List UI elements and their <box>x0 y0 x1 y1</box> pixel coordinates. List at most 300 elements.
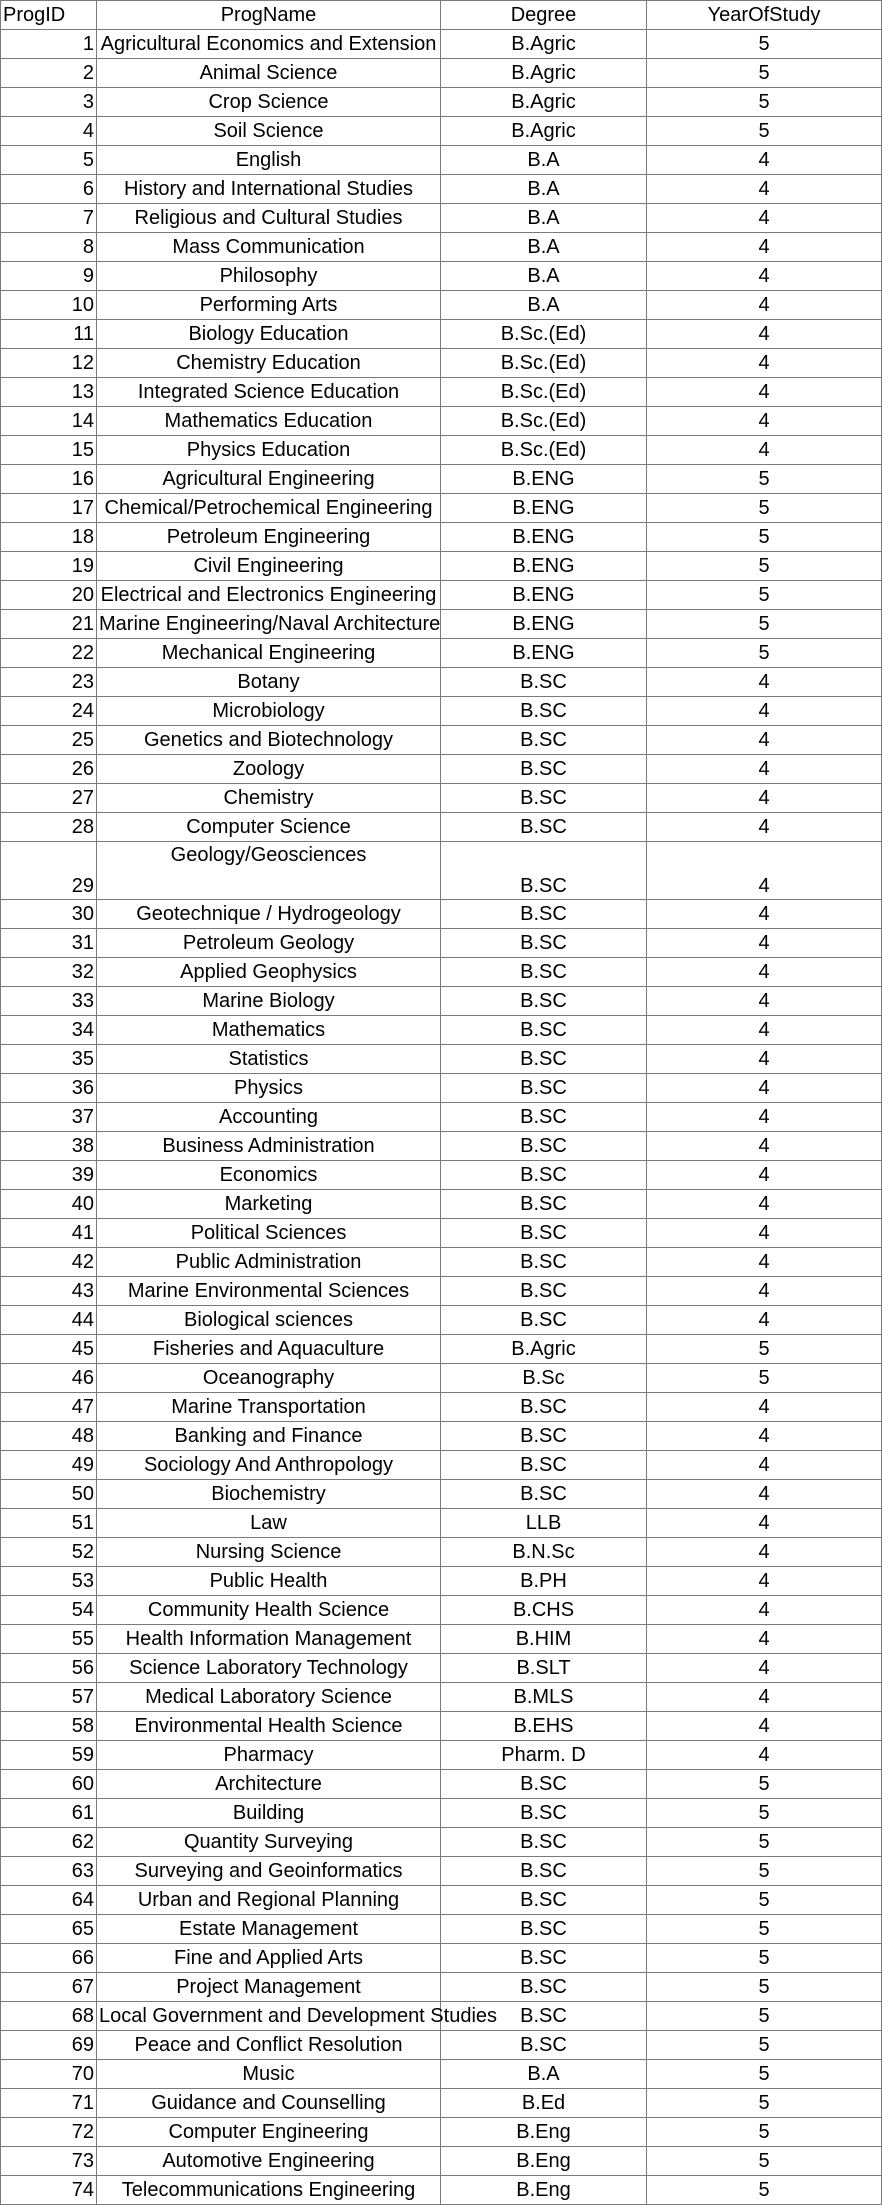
progid-cell[interactable]: 12 <box>1 349 97 378</box>
progname-cell[interactable]: Philosophy <box>97 262 441 291</box>
yearofstudy-cell[interactable]: 4 <box>647 175 882 204</box>
yearofstudy-cell[interactable]: 4 <box>647 755 882 784</box>
degree-cell[interactable]: B.SC <box>441 1944 647 1973</box>
progname-cell[interactable]: Business Administration <box>97 1132 441 1161</box>
yearofstudy-cell[interactable]: 5 <box>647 117 882 146</box>
degree-cell[interactable]: B.SC <box>441 1190 647 1219</box>
degree-cell[interactable]: B.SC <box>441 1161 647 1190</box>
progname-cell[interactable]: Health Information Management <box>97 1625 441 1654</box>
progname-cell[interactable]: Telecommunications Engineering <box>97 2176 441 2205</box>
yearofstudy-cell[interactable]: 5 <box>647 1799 882 1828</box>
degree-cell[interactable]: B.Sc.(Ed) <box>441 349 647 378</box>
degree-cell[interactable]: B.A <box>441 262 647 291</box>
progname-cell[interactable]: Guidance and Counselling <box>97 2089 441 2118</box>
progname-cell[interactable]: Chemistry Education <box>97 349 441 378</box>
progname-cell[interactable]: Genetics and Biotechnology <box>97 726 441 755</box>
progid-cell[interactable]: 19 <box>1 552 97 581</box>
yearofstudy-cell[interactable]: 4 <box>647 1103 882 1132</box>
progname-cell[interactable]: Political Sciences <box>97 1219 441 1248</box>
yearofstudy-cell[interactable]: 5 <box>647 639 882 668</box>
degree-cell[interactable]: B.A <box>441 204 647 233</box>
yearofstudy-cell[interactable]: 4 <box>647 1480 882 1509</box>
progname-cell[interactable]: Nursing Science <box>97 1538 441 1567</box>
yearofstudy-cell[interactable]: 4 <box>647 1277 882 1306</box>
yearofstudy-cell[interactable]: 4 <box>647 378 882 407</box>
progid-cell[interactable]: 2 <box>1 59 97 88</box>
progname-cell[interactable]: Local Government and Development Studies <box>97 2002 441 2031</box>
degree-cell[interactable]: B.A <box>441 146 647 175</box>
yearofstudy-cell[interactable]: 5 <box>647 1364 882 1393</box>
progname-cell[interactable]: Religious and Cultural Studies <box>97 204 441 233</box>
yearofstudy-cell[interactable]: 4 <box>647 320 882 349</box>
degree-cell[interactable]: B.SC <box>441 1219 647 1248</box>
progid-cell[interactable]: 35 <box>1 1045 97 1074</box>
progname-cell[interactable]: Mathematics <box>97 1016 441 1045</box>
progname-cell[interactable]: Environmental Health Science <box>97 1712 441 1741</box>
yearofstudy-cell[interactable]: 4 <box>647 1190 882 1219</box>
progid-cell[interactable]: 17 <box>1 494 97 523</box>
degree-cell[interactable]: B.SC <box>441 1799 647 1828</box>
yearofstudy-cell[interactable]: 5 <box>647 610 882 639</box>
yearofstudy-cell[interactable]: 5 <box>647 2147 882 2176</box>
progname-cell[interactable]: Soil Science <box>97 117 441 146</box>
progname-cell[interactable]: Animal Science <box>97 59 441 88</box>
yearofstudy-cell[interactable]: 5 <box>647 59 882 88</box>
progid-cell[interactable]: 18 <box>1 523 97 552</box>
degree-cell[interactable]: B.SC <box>441 1973 647 2002</box>
progid-cell[interactable]: 54 <box>1 1596 97 1625</box>
yearofstudy-cell[interactable]: 4 <box>647 1567 882 1596</box>
degree-cell[interactable]: B.Agric <box>441 117 647 146</box>
progname-cell[interactable]: Medical Laboratory Science <box>97 1683 441 1712</box>
progid-cell[interactable]: 56 <box>1 1654 97 1683</box>
progid-cell[interactable]: 60 <box>1 1770 97 1799</box>
yearofstudy-cell[interactable]: 5 <box>647 2118 882 2147</box>
progname-cell[interactable]: History and International Studies <box>97 175 441 204</box>
yearofstudy-cell[interactable]: 4 <box>647 1451 882 1480</box>
progname-cell[interactable]: Geology/Geosciences <box>97 842 441 900</box>
header-cell-progid[interactable]: ProgID <box>1 1 97 30</box>
degree-cell[interactable]: B.SC <box>441 1828 647 1857</box>
progname-cell[interactable]: Pharmacy <box>97 1741 441 1770</box>
yearofstudy-cell[interactable]: 4 <box>647 784 882 813</box>
yearofstudy-cell[interactable]: 4 <box>647 204 882 233</box>
progname-cell[interactable]: Agricultural Economics and Extension <box>97 30 441 59</box>
yearofstudy-cell[interactable]: 5 <box>647 2002 882 2031</box>
progid-cell[interactable]: 47 <box>1 1393 97 1422</box>
progid-cell[interactable]: 38 <box>1 1132 97 1161</box>
degree-cell[interactable]: B.SC <box>441 755 647 784</box>
degree-cell[interactable]: B.SC <box>441 987 647 1016</box>
progname-cell[interactable]: Sociology And Anthropology <box>97 1451 441 1480</box>
degree-cell[interactable]: B.ENG <box>441 494 647 523</box>
progid-cell[interactable]: 13 <box>1 378 97 407</box>
yearofstudy-cell[interactable]: 5 <box>647 523 882 552</box>
progid-cell[interactable]: 26 <box>1 755 97 784</box>
yearofstudy-cell[interactable]: 4 <box>647 1393 882 1422</box>
progid-cell[interactable]: 65 <box>1 1915 97 1944</box>
progname-cell[interactable]: Chemical/Petrochemical Engineering <box>97 494 441 523</box>
yearofstudy-cell[interactable]: 4 <box>647 697 882 726</box>
yearofstudy-cell[interactable]: 4 <box>647 1074 882 1103</box>
progname-cell[interactable]: Biological sciences <box>97 1306 441 1335</box>
progname-cell[interactable]: Statistics <box>97 1045 441 1074</box>
yearofstudy-cell[interactable]: 5 <box>647 2031 882 2060</box>
degree-cell[interactable]: B.SC <box>441 1248 647 1277</box>
degree-cell[interactable]: Pharm. D <box>441 1741 647 1770</box>
yearofstudy-cell[interactable]: 4 <box>647 929 882 958</box>
yearofstudy-cell[interactable]: 5 <box>647 1973 882 2002</box>
progid-cell[interactable]: 45 <box>1 1335 97 1364</box>
progname-cell[interactable]: Urban and Regional Planning <box>97 1886 441 1915</box>
yearofstudy-cell[interactable]: 5 <box>647 2089 882 2118</box>
yearofstudy-cell[interactable]: 4 <box>647 958 882 987</box>
progname-cell[interactable]: Electrical and Electronics Engineering <box>97 581 441 610</box>
yearofstudy-cell[interactable]: 5 <box>647 581 882 610</box>
progname-cell[interactable]: Project Management <box>97 1973 441 2002</box>
header-cell-progname[interactable]: ProgName <box>97 1 441 30</box>
progname-cell[interactable]: Microbiology <box>97 697 441 726</box>
degree-cell[interactable]: B.A <box>441 175 647 204</box>
yearofstudy-cell[interactable]: 4 <box>647 668 882 697</box>
progname-cell[interactable]: Building <box>97 1799 441 1828</box>
yearofstudy-cell[interactable]: 4 <box>647 1741 882 1770</box>
degree-cell[interactable]: B.MLS <box>441 1683 647 1712</box>
progname-cell[interactable]: Estate Management <box>97 1915 441 1944</box>
progname-cell[interactable]: Physics Education <box>97 436 441 465</box>
yearofstudy-cell[interactable]: 4 <box>647 726 882 755</box>
degree-cell[interactable]: B.Sc.(Ed) <box>441 407 647 436</box>
progname-cell[interactable]: Oceanography <box>97 1364 441 1393</box>
degree-cell[interactable]: B.Agric <box>441 1335 647 1364</box>
progname-cell[interactable]: Community Health Science <box>97 1596 441 1625</box>
progname-cell[interactable]: Crop Science <box>97 88 441 117</box>
progid-cell[interactable]: 57 <box>1 1683 97 1712</box>
yearofstudy-cell[interactable]: 5 <box>647 1335 882 1364</box>
progname-cell[interactable]: Marine Engineering/Naval Architecture <box>97 610 441 639</box>
yearofstudy-cell[interactable]: 4 <box>647 1161 882 1190</box>
progid-cell[interactable]: 71 <box>1 2089 97 2118</box>
degree-cell[interactable]: B.Sc.(Ed) <box>441 436 647 465</box>
progname-cell[interactable]: Law <box>97 1509 441 1538</box>
progid-cell[interactable]: 29 <box>1 842 97 900</box>
degree-cell[interactable]: B.SC <box>441 813 647 842</box>
yearofstudy-cell[interactable]: 5 <box>647 552 882 581</box>
progname-cell[interactable]: Petroleum Geology <box>97 929 441 958</box>
degree-cell[interactable]: B.SC <box>441 1016 647 1045</box>
degree-cell[interactable]: B.SC <box>441 2002 647 2031</box>
degree-cell[interactable]: B.SC <box>441 1132 647 1161</box>
degree-cell[interactable]: B.Agric <box>441 30 647 59</box>
degree-cell[interactable]: B.SC <box>441 1886 647 1915</box>
progname-cell[interactable]: Fisheries and Aquaculture <box>97 1335 441 1364</box>
progid-cell[interactable]: 36 <box>1 1074 97 1103</box>
progname-cell[interactable]: Quantity Surveying <box>97 1828 441 1857</box>
progid-cell[interactable]: 67 <box>1 1973 97 2002</box>
progid-cell[interactable]: 64 <box>1 1886 97 1915</box>
degree-cell[interactable]: B.SC <box>441 958 647 987</box>
progname-cell[interactable]: Banking and Finance <box>97 1422 441 1451</box>
progid-cell[interactable]: 68 <box>1 2002 97 2031</box>
progid-cell[interactable]: 15 <box>1 436 97 465</box>
yearofstudy-cell[interactable]: 5 <box>647 465 882 494</box>
yearofstudy-cell[interactable]: 4 <box>647 291 882 320</box>
yearofstudy-cell[interactable]: 5 <box>647 1770 882 1799</box>
progid-cell[interactable]: 73 <box>1 2147 97 2176</box>
progid-cell[interactable]: 52 <box>1 1538 97 1567</box>
degree-cell[interactable]: B.ENG <box>441 552 647 581</box>
degree-cell[interactable]: B.SC <box>441 2031 647 2060</box>
degree-cell[interactable]: B.A <box>441 233 647 262</box>
yearofstudy-cell[interactable]: 4 <box>647 1538 882 1567</box>
yearofstudy-cell[interactable]: 4 <box>647 987 882 1016</box>
degree-cell[interactable]: B.Sc <box>441 1364 647 1393</box>
header-cell-yearofstudy[interactable]: YearOfStudy <box>647 1 882 30</box>
progid-cell[interactable]: 37 <box>1 1103 97 1132</box>
yearofstudy-cell[interactable]: 5 <box>647 30 882 59</box>
progid-cell[interactable]: 11 <box>1 320 97 349</box>
progname-cell[interactable]: Architecture <box>97 1770 441 1799</box>
yearofstudy-cell[interactable]: 4 <box>647 842 882 900</box>
degree-cell[interactable]: B.Eng <box>441 2176 647 2205</box>
degree-cell[interactable]: B.SC <box>441 1074 647 1103</box>
progname-cell[interactable]: Automotive Engineering <box>97 2147 441 2176</box>
yearofstudy-cell[interactable]: 4 <box>647 436 882 465</box>
progid-cell[interactable]: 66 <box>1 1944 97 1973</box>
progname-cell[interactable]: Marine Biology <box>97 987 441 1016</box>
progid-cell[interactable]: 55 <box>1 1625 97 1654</box>
progid-cell[interactable]: 33 <box>1 987 97 1016</box>
progid-cell[interactable]: 50 <box>1 1480 97 1509</box>
yearofstudy-cell[interactable]: 4 <box>647 1248 882 1277</box>
progname-cell[interactable]: Petroleum Engineering <box>97 523 441 552</box>
yearofstudy-cell[interactable]: 4 <box>647 146 882 175</box>
progid-cell[interactable]: 6 <box>1 175 97 204</box>
yearofstudy-cell[interactable]: 4 <box>647 1219 882 1248</box>
degree-cell[interactable]: B.SC <box>441 1915 647 1944</box>
yearofstudy-cell[interactable]: 5 <box>647 88 882 117</box>
progname-cell[interactable]: Mass Communication <box>97 233 441 262</box>
progid-cell[interactable]: 48 <box>1 1422 97 1451</box>
yearofstudy-cell[interactable]: 4 <box>647 1509 882 1538</box>
progid-cell[interactable]: 16 <box>1 465 97 494</box>
progid-cell[interactable]: 3 <box>1 88 97 117</box>
yearofstudy-cell[interactable]: 4 <box>647 1132 882 1161</box>
progname-cell[interactable]: Integrated Science Education <box>97 378 441 407</box>
progid-cell[interactable]: 10 <box>1 291 97 320</box>
degree-cell[interactable]: B.CHS <box>441 1596 647 1625</box>
progid-cell[interactable]: 63 <box>1 1857 97 1886</box>
progid-cell[interactable]: 30 <box>1 900 97 929</box>
progname-cell[interactable]: Economics <box>97 1161 441 1190</box>
progid-cell[interactable]: 49 <box>1 1451 97 1480</box>
degree-cell[interactable]: B.PH <box>441 1567 647 1596</box>
progid-cell[interactable]: 69 <box>1 2031 97 2060</box>
degree-cell[interactable]: B.SC <box>441 1857 647 1886</box>
progid-cell[interactable]: 72 <box>1 2118 97 2147</box>
degree-cell[interactable]: B.SC <box>441 842 647 900</box>
yearofstudy-cell[interactable]: 4 <box>647 1306 882 1335</box>
yearofstudy-cell[interactable]: 4 <box>647 349 882 378</box>
progname-cell[interactable]: Marine Transportation <box>97 1393 441 1422</box>
degree-cell[interactable]: B.SC <box>441 900 647 929</box>
degree-cell[interactable]: B.A <box>441 291 647 320</box>
progname-cell[interactable]: Computer Engineering <box>97 2118 441 2147</box>
degree-cell[interactable]: B.SLT <box>441 1654 647 1683</box>
degree-cell[interactable]: B.SC <box>441 1306 647 1335</box>
degree-cell[interactable]: B.SC <box>441 1770 647 1799</box>
degree-cell[interactable]: B.Eng <box>441 2147 647 2176</box>
degree-cell[interactable]: B.ENG <box>441 639 647 668</box>
progid-cell[interactable]: 20 <box>1 581 97 610</box>
degree-cell[interactable]: B.SC <box>441 1277 647 1306</box>
degree-cell[interactable]: B.SC <box>441 697 647 726</box>
progname-cell[interactable]: Mathematics Education <box>97 407 441 436</box>
progname-cell[interactable]: Accounting <box>97 1103 441 1132</box>
progid-cell[interactable]: 27 <box>1 784 97 813</box>
progid-cell[interactable]: 25 <box>1 726 97 755</box>
progname-cell[interactable]: Botany <box>97 668 441 697</box>
progname-cell[interactable]: Applied Geophysics <box>97 958 441 987</box>
progname-cell[interactable]: Fine and Applied Arts <box>97 1944 441 1973</box>
yearofstudy-cell[interactable]: 4 <box>647 1016 882 1045</box>
progname-cell[interactable]: Mechanical Engineering <box>97 639 441 668</box>
progid-cell[interactable]: 59 <box>1 1741 97 1770</box>
progname-cell[interactable]: Civil Engineering <box>97 552 441 581</box>
degree-cell[interactable]: B.A <box>441 2060 647 2089</box>
degree-cell[interactable]: B.HIM <box>441 1625 647 1654</box>
progname-cell[interactable]: Surveying and Geoinformatics <box>97 1857 441 1886</box>
progname-cell[interactable]: Peace and Conflict Resolution <box>97 2031 441 2060</box>
progid-cell[interactable]: 22 <box>1 639 97 668</box>
degree-cell[interactable]: B.SC <box>441 1045 647 1074</box>
progid-cell[interactable]: 61 <box>1 1799 97 1828</box>
degree-cell[interactable]: LLB <box>441 1509 647 1538</box>
progid-cell[interactable]: 53 <box>1 1567 97 1596</box>
progname-cell[interactable]: Music <box>97 2060 441 2089</box>
progid-cell[interactable]: 62 <box>1 1828 97 1857</box>
degree-cell[interactable]: B.ENG <box>441 523 647 552</box>
progid-cell[interactable]: 24 <box>1 697 97 726</box>
progid-cell[interactable]: 43 <box>1 1277 97 1306</box>
progname-cell[interactable]: Marine Environmental Sciences <box>97 1277 441 1306</box>
degree-cell[interactable]: B.N.Sc <box>441 1538 647 1567</box>
progid-cell[interactable]: 42 <box>1 1248 97 1277</box>
progname-cell[interactable]: Zoology <box>97 755 441 784</box>
progid-cell[interactable]: 23 <box>1 668 97 697</box>
yearofstudy-cell[interactable]: 4 <box>647 1654 882 1683</box>
yearofstudy-cell[interactable]: 5 <box>647 1944 882 1973</box>
yearofstudy-cell[interactable]: 5 <box>647 1915 882 1944</box>
progid-cell[interactable]: 44 <box>1 1306 97 1335</box>
progname-cell[interactable]: Physics <box>97 1074 441 1103</box>
progname-cell[interactable]: English <box>97 146 441 175</box>
progid-cell[interactable]: 21 <box>1 610 97 639</box>
yearofstudy-cell[interactable]: 4 <box>647 900 882 929</box>
yearofstudy-cell[interactable]: 4 <box>647 813 882 842</box>
degree-cell[interactable]: B.ENG <box>441 465 647 494</box>
yearofstudy-cell[interactable]: 4 <box>647 262 882 291</box>
progid-cell[interactable]: 46 <box>1 1364 97 1393</box>
degree-cell[interactable]: B.SC <box>441 1422 647 1451</box>
degree-cell[interactable]: B.SC <box>441 929 647 958</box>
progname-cell[interactable]: Public Health <box>97 1567 441 1596</box>
progid-cell[interactable]: 7 <box>1 204 97 233</box>
progname-cell[interactable]: Science Laboratory Technology <box>97 1654 441 1683</box>
progid-cell[interactable]: 9 <box>1 262 97 291</box>
yearofstudy-cell[interactable]: 4 <box>647 1422 882 1451</box>
yearofstudy-cell[interactable]: 4 <box>647 1045 882 1074</box>
degree-cell[interactable]: B.SC <box>441 1103 647 1132</box>
progname-cell[interactable]: Geotechnique / Hydrogeology <box>97 900 441 929</box>
progid-cell[interactable]: 14 <box>1 407 97 436</box>
progid-cell[interactable]: 8 <box>1 233 97 262</box>
degree-cell[interactable]: B.ENG <box>441 581 647 610</box>
progid-cell[interactable]: 70 <box>1 2060 97 2089</box>
progname-cell[interactable]: Biology Education <box>97 320 441 349</box>
header-cell-degree[interactable]: Degree <box>441 1 647 30</box>
yearofstudy-cell[interactable]: 4 <box>647 1625 882 1654</box>
yearofstudy-cell[interactable]: 5 <box>647 2176 882 2205</box>
yearofstudy-cell[interactable]: 4 <box>647 1712 882 1741</box>
yearofstudy-cell[interactable]: 5 <box>647 1857 882 1886</box>
progid-cell[interactable]: 58 <box>1 1712 97 1741</box>
progid-cell[interactable]: 74 <box>1 2176 97 2205</box>
degree-cell[interactable]: B.SC <box>441 784 647 813</box>
progname-cell[interactable]: Agricultural Engineering <box>97 465 441 494</box>
yearofstudy-cell[interactable]: 5 <box>647 2060 882 2089</box>
progname-cell[interactable]: Public Administration <box>97 1248 441 1277</box>
degree-cell[interactable]: B.Agric <box>441 59 647 88</box>
progid-cell[interactable]: 34 <box>1 1016 97 1045</box>
degree-cell[interactable]: B.SC <box>441 1393 647 1422</box>
degree-cell[interactable]: B.Sc.(Ed) <box>441 378 647 407</box>
progid-cell[interactable]: 41 <box>1 1219 97 1248</box>
progid-cell[interactable]: 39 <box>1 1161 97 1190</box>
progname-cell[interactable]: Performing Arts <box>97 291 441 320</box>
degree-cell[interactable]: B.Eng <box>441 2118 647 2147</box>
yearofstudy-cell[interactable]: 5 <box>647 494 882 523</box>
progid-cell[interactable]: 1 <box>1 30 97 59</box>
degree-cell[interactable]: B.SC <box>441 726 647 755</box>
degree-cell[interactable]: B.Agric <box>441 88 647 117</box>
yearofstudy-cell[interactable]: 4 <box>647 233 882 262</box>
yearofstudy-cell[interactable]: 5 <box>647 1828 882 1857</box>
degree-cell[interactable]: B.Sc.(Ed) <box>441 320 647 349</box>
degree-cell[interactable]: B.ENG <box>441 610 647 639</box>
progid-cell[interactable]: 51 <box>1 1509 97 1538</box>
degree-cell[interactable]: B.Ed <box>441 2089 647 2118</box>
progid-cell[interactable]: 4 <box>1 117 97 146</box>
progname-cell[interactable]: Computer Science <box>97 813 441 842</box>
yearofstudy-cell[interactable]: 4 <box>647 1683 882 1712</box>
progid-cell[interactable]: 28 <box>1 813 97 842</box>
progname-cell[interactable]: Chemistry <box>97 784 441 813</box>
progid-cell[interactable]: 31 <box>1 929 97 958</box>
progid-cell[interactable]: 32 <box>1 958 97 987</box>
yearofstudy-cell[interactable]: 5 <box>647 1886 882 1915</box>
yearofstudy-cell[interactable]: 4 <box>647 1596 882 1625</box>
degree-cell[interactable]: B.EHS <box>441 1712 647 1741</box>
progname-cell[interactable]: Marketing <box>97 1190 441 1219</box>
progid-cell[interactable]: 40 <box>1 1190 97 1219</box>
progid-cell[interactable]: 5 <box>1 146 97 175</box>
degree-cell[interactable]: B.SC <box>441 1480 647 1509</box>
degree-cell[interactable]: B.SC <box>441 1451 647 1480</box>
degree-cell[interactable]: B.SC <box>441 668 647 697</box>
progname-cell[interactable]: Biochemistry <box>97 1480 441 1509</box>
yearofstudy-cell[interactable]: 4 <box>647 407 882 436</box>
